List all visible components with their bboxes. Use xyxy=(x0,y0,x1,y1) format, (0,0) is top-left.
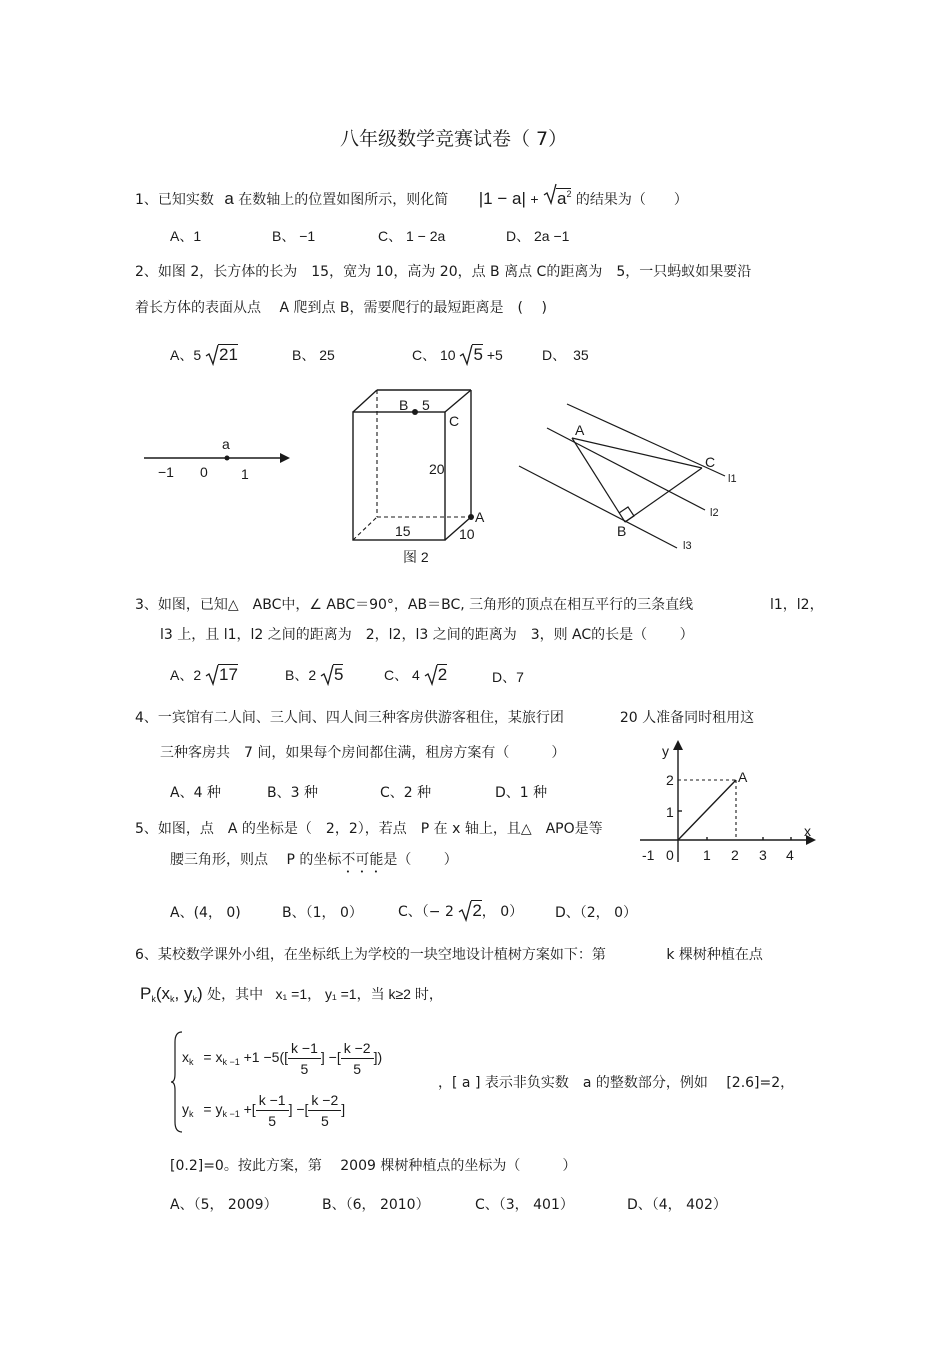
point-a-label: A xyxy=(738,769,748,785)
point-a-marker xyxy=(468,514,474,520)
q3-c-sqrt: 2 xyxy=(424,666,447,684)
radical-sign-icon xyxy=(459,344,473,366)
radical-sign-icon xyxy=(543,183,557,205)
label-l2: l2 xyxy=(710,507,719,519)
parallel-lines-figure xyxy=(515,398,755,558)
label-c: C xyxy=(449,413,460,429)
q6-stem-line1: 6、某校数学课外小组，在坐标纸上为学校的一块空地设计植树方案如下：第 k 棵树种植在点 xyxy=(135,947,763,963)
q5-stem-line2: 腰三角形，则点 P 的坐标不可能是（ ） xyxy=(170,852,458,868)
q3-stem-line1: 3、如图，已知△ ABC中，∠ ABC＝90°，AB＝BC, 三角形的顶点在相互平行的三条直线 xyxy=(135,597,694,613)
y-axis-arrow-icon xyxy=(673,740,683,750)
tick-label-neg1: −1 xyxy=(158,464,174,480)
q5-option-a: A、(4， 0) xyxy=(170,905,241,921)
q6-stem-line2: $P_k(x_k$, $y_k$) 处，其中 x₁ =1， y₁ =1，当 k≥2 时， xyxy=(140,984,443,1004)
q6-equation-x: $x_k = x_{k -1} +1 -5$([ $\frac{k -1}{5}$ ] −[ $\frac{k -2}{5}$ ]) xyxy=(182,1039,383,1077)
q1-option-c: C、 1 − 2a xyxy=(378,228,446,244)
q6-option-b: B、（6， 2010） xyxy=(322,1197,430,1213)
q1-abs-expression: |1 − a| xyxy=(478,189,526,208)
q5-c-sqrt: 2 xyxy=(458,902,481,920)
coordinate-plane-figure xyxy=(636,740,821,870)
label-five: 5 xyxy=(422,397,430,413)
q2-c-sqrt: 5 xyxy=(459,346,482,364)
point-b-marker xyxy=(412,409,418,415)
arrow-right-icon xyxy=(280,453,290,463)
q2-option-a: A、5 21 xyxy=(170,345,238,364)
tick-label-0: 0 xyxy=(200,464,208,480)
label-b: B xyxy=(399,397,409,413)
q5-option-d: D、（2， 0） xyxy=(555,905,638,921)
radical-sign-icon xyxy=(424,664,438,686)
q3-option-d: D、7 xyxy=(492,669,524,685)
origin-label: 0 xyxy=(666,847,674,863)
x-tick-2: 2 xyxy=(731,847,739,863)
q4-option-a: A、4 种 xyxy=(170,785,221,801)
q3-stem-line1-end: l1，l2， xyxy=(770,597,824,613)
cuboid-figure xyxy=(345,388,495,568)
point-a-label: a xyxy=(222,436,230,452)
q3-stem-line2: l3 上，且 l1，l2 之间的距离为 2，l2，l3 之间的距离为 3，则 AC的长是（ ） xyxy=(160,627,694,643)
q2-option-d: D、 35 xyxy=(542,347,589,363)
label-twenty: 20 xyxy=(429,461,445,477)
q1-sqrt: $a^2$ xyxy=(543,185,571,208)
emphasis-not-possible: 不可能 xyxy=(341,852,384,868)
radical-sign-icon xyxy=(205,664,219,686)
q1-option-b: B、 −1 xyxy=(272,228,316,244)
label-a: A xyxy=(575,422,585,438)
figure-caption: 图 2 xyxy=(403,549,429,565)
label-l3: l3 xyxy=(683,540,692,552)
q5-option-b: B、（1， 0） xyxy=(282,905,363,921)
q4-stem-line2: 三种客房共 7 间，如果每个房间都住满，租房方案有（ ） xyxy=(160,745,566,761)
page-title: 八年级数学竞赛试卷（ 7） xyxy=(340,128,568,150)
label-c: C xyxy=(705,454,716,470)
q4-option-b: B、3 种 xyxy=(267,785,318,801)
radical-sign-icon xyxy=(320,664,334,686)
q3-option-a: A、2 17 xyxy=(170,665,238,684)
x-tick-4: 4 xyxy=(786,847,794,863)
tick-label-1: 1 xyxy=(241,466,249,482)
fraction: $\frac{k -1}{5}$ xyxy=(256,1090,289,1131)
q2-option-b: B、 25 xyxy=(292,347,335,363)
q2-a-sqrt: 21 xyxy=(205,346,238,364)
q6-option-a: A、（5， 2009） xyxy=(170,1197,278,1213)
x-axis-label: x xyxy=(804,823,811,839)
label-b: B xyxy=(617,523,627,539)
q6-equation-y: $y_k = y_{k -1}$ +[ $\frac{k -1}{5}$ ] −[ $\frac{k -2}{5}$ ] xyxy=(182,1091,346,1129)
q2-stem-line1: 2、如图 2，长方体的长为 15，宽为 10，高为 20，点 B 离点 C的距离为 5，一只蚂蚁如果要沿 xyxy=(135,264,752,280)
q2-option-c: C、 10 5 +5 xyxy=(412,345,503,364)
q2-stem-line2: 着长方体的表面从点 A 爬到点 B，需要爬行的最短距离是 ( ) xyxy=(135,300,547,316)
fraction: $\frac{k -2}{5}$ xyxy=(341,1038,374,1079)
label-ten: 10 xyxy=(459,526,475,542)
q6-stem-line4: [0.2]=0。按此方案，第 2009 棵树种植点的坐标为（ ） xyxy=(170,1158,577,1174)
q1-option-d: D、 2a −1 xyxy=(506,228,570,244)
fraction: $\frac{k -1}{5}$ xyxy=(288,1038,321,1079)
x-tick-neg1: -1 xyxy=(642,847,655,863)
label-a: A xyxy=(475,509,485,525)
q6-note: ，[ a ] 表示非负实数 a 的整数部分，例如 [2.6]=2， xyxy=(438,1075,795,1091)
q3-b-sqrt: 5 xyxy=(320,666,343,684)
q5-option-c: C、（− 2 2， 0） xyxy=(398,901,524,920)
q4-option-c: C、2 种 xyxy=(380,785,432,801)
q1-stem: 1、已知实数 a 在数轴上的位置如图所示，则化简 |1 − a| + $a^2$ 的结果为（ ） xyxy=(135,185,688,209)
q6-option-c: C、（3， 401） xyxy=(475,1197,574,1213)
q5-stem-line1: 5、如图，点 A 的坐标是（ 2，2），若点 P 在 x 轴上，且△ APO是等 xyxy=(135,821,603,837)
point-a-marker xyxy=(225,456,230,461)
radical-sign-icon xyxy=(458,900,472,922)
q4-option-d: D、1 种 xyxy=(495,785,548,801)
number-line-figure xyxy=(140,430,300,490)
y-tick-2: 2 xyxy=(666,772,674,788)
y-tick-1: 1 xyxy=(666,804,674,820)
q3-option-b: B、2 5 xyxy=(285,665,344,684)
label-fifteen: 15 xyxy=(395,523,411,539)
radical-sign-icon xyxy=(205,344,219,366)
fraction: $\frac{k -2}{5}$ xyxy=(308,1090,341,1131)
y-axis-label: y xyxy=(662,743,669,759)
q3-option-c: C、 4 2 xyxy=(384,665,448,684)
x-tick-3: 3 xyxy=(759,847,767,863)
q3-a-sqrt: 17 xyxy=(205,666,238,684)
x-tick-1: 1 xyxy=(703,847,711,863)
q1-option-a: A、1 xyxy=(170,228,202,244)
q6-option-d: D、（4， 402） xyxy=(627,1197,727,1213)
label-l1: l1 xyxy=(728,473,737,485)
q4-stem-line1: 4、一宾馆有二人间、三人间、四人间三种客房供游客租住，某旅行团 20 人准备同时租用这 xyxy=(135,710,755,726)
